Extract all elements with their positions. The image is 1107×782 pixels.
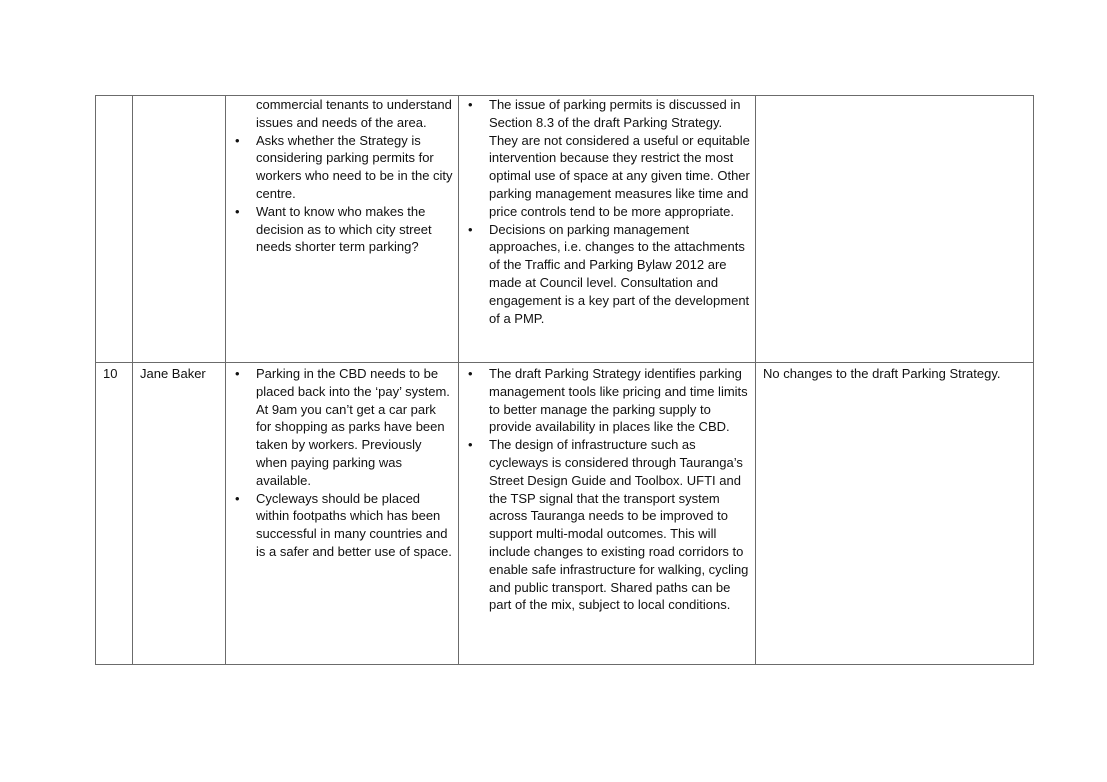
list-item: • The draft Parking Strategy identifies parking management tools like pricing and time limits to better manage the parking supply to provide availability in places like the CBD.: [459, 365, 755, 436]
submitter-name: Jane Baker: [133, 363, 226, 665]
recommendation-cell: [756, 96, 1034, 363]
staff-response-cell: [459, 363, 756, 665]
recommendation-cell: No changes to the draft Parking Strategy.: [756, 363, 1034, 665]
submission-points-cell: [226, 96, 459, 363]
list-item: • Cycleways should be placed within footpaths which has been successful in many countries and is a safer and better use of space.: [226, 490, 458, 561]
list-item: • The design of infrastructure such as cycleways is considered through Tauranga’s Street Design Guide and Toolbox. UFTI and the TSP signal that the transport system across Tauranga needs to be improved to support multi-modal outcomes. This will include changes to existing road corridors to enable safe infrastructure for walking, cycling and public transport. Shared paths can be part of the mix, subject to local conditions.: [459, 436, 755, 614]
table-row: [96, 363, 1034, 665]
staff-response-cell: [459, 96, 756, 363]
submission-points-list: [226, 365, 458, 561]
staff-response-list: [459, 365, 755, 614]
submission-number: 10: [96, 363, 133, 665]
list-item: • Want to know who makes the decision as to which city street needs shorter term parking?: [226, 203, 458, 256]
table-row: [96, 96, 1034, 363]
submitter-name: [133, 96, 226, 363]
submission-points-list: [226, 96, 458, 256]
list-item: commercial tenants to understand issues and needs of the area.: [256, 97, 452, 130]
list-item: • The issue of parking permits is discussed in Section 8.3 of the draft Parking Strategy. They are not considered a useful or equitable intervention because they restrict the most optimal use of space at any given time. Other parking management measures like time and price controls tend to be more appropriate.: [459, 96, 755, 221]
submission-points-cell: [226, 363, 459, 665]
list-item: • Parking in the CBD needs to be placed back into the ‘pay’ system. At 9am you can’t get a car park for shopping as parks have been taken by workers. Previously when paying parking was available.: [226, 365, 458, 490]
list-item: • Asks whether the Strategy is considering parking permits for workers who need to be in the city centre.: [226, 132, 458, 203]
submission-number: [96, 96, 133, 363]
list-item: • Decisions on parking management approaches, i.e. changes to the attachments of the Traffic and Parking Bylaw 2012 are made at Council level. Consultation and engagement is a key part of the development of a PMP.: [459, 221, 755, 328]
submissions-table: [95, 95, 1034, 665]
staff-response-list: [459, 96, 755, 327]
